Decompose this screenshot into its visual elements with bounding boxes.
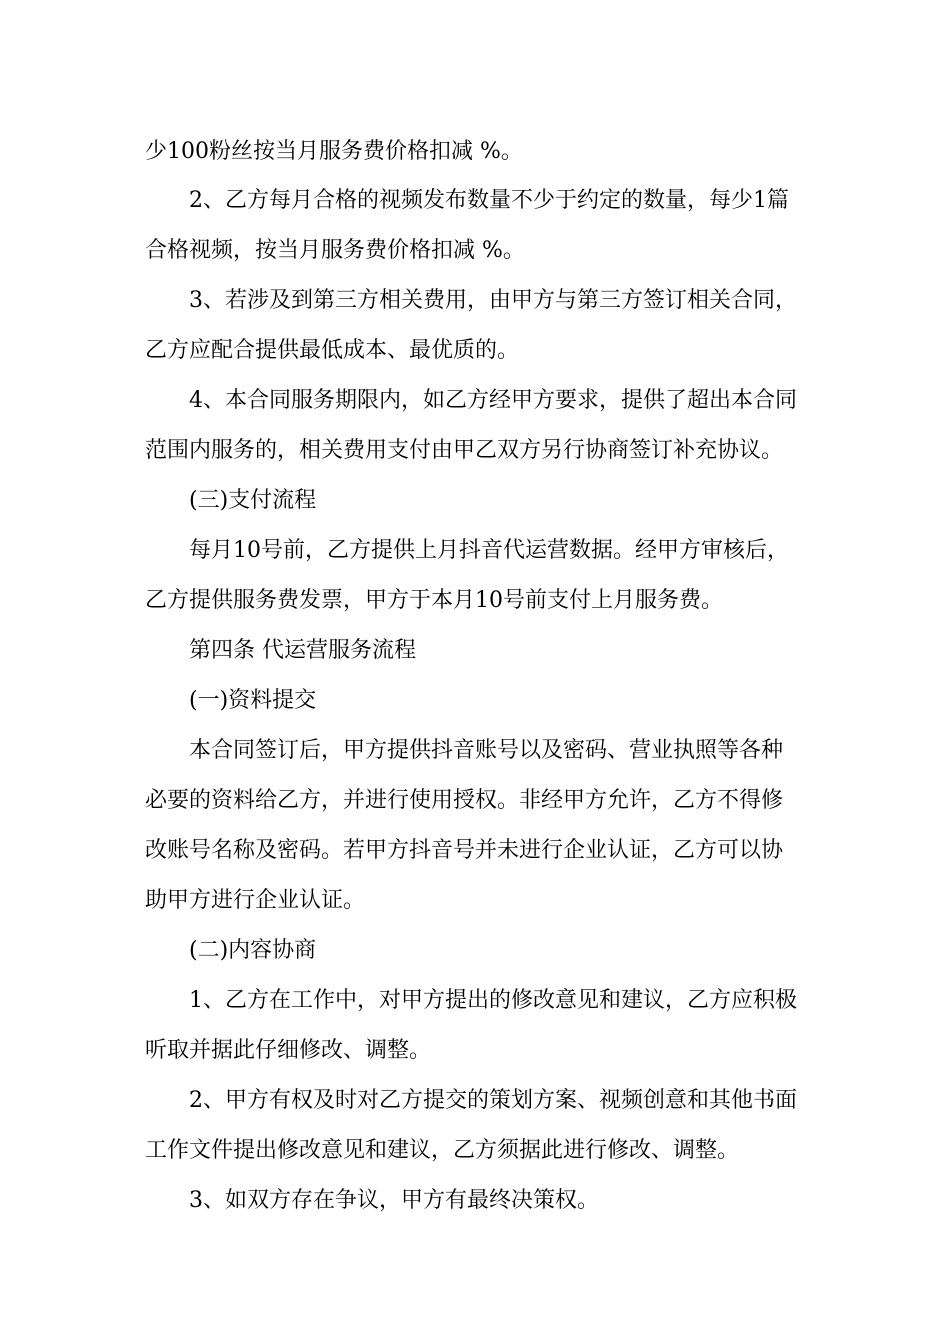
text-line-10: 乙方提供服务费发票，甲方于本月10号前支付上月服务费。 — [145, 588, 723, 613]
text-line-5: 乙方应配合提供最低成本、最优质的。 — [145, 338, 520, 363]
text-line-20: 2、甲方有权及时对乙方提交的策划方案、视频创意和其他书面 — [189, 1088, 797, 1113]
section-heading-materials: (一)资料提交 — [189, 688, 317, 713]
text-line-19: 听取并据此仔细修改、调整。 — [145, 1038, 432, 1063]
text-line-15: 改账号名称及密码。若甲方抖音号并未进行企业认证，乙方可以协 — [145, 838, 784, 863]
section-heading-payment: (三)支付流程 — [189, 488, 317, 513]
text-line-4: 3、若涉及到第三方相关费用，由甲方与第三方签订相关合同， — [189, 288, 797, 313]
section-heading-content: (二)内容协商 — [189, 938, 317, 963]
text-line-18: 1、乙方在工作中，对甲方提出的修改意见和建议，乙方应积极 — [189, 988, 797, 1013]
text-line-21: 工作文件提出修改意见和建议，乙方须据此进行修改、调整。 — [145, 1138, 740, 1163]
text-line-16: 助甲方进行企业认证。 — [145, 888, 366, 913]
text-line-2: 2、乙方每月合格的视频发布数量不少于约定的数量，每少1篇 — [189, 188, 789, 213]
text-line-1: 少100粉丝按当月服务费价格扣减 %。 — [145, 139, 523, 164]
text-line-14: 必要的资料给乙方，并进行使用授权。非经甲方允许，乙方不得修 — [145, 788, 784, 813]
text-line-3: 合格视频，按当月服务费价格扣减 %。 — [145, 238, 525, 263]
text-line-7: 范围内服务的，相关费用支付由甲乙双方另行协商签订补充协议。 — [145, 438, 784, 463]
text-line-9: 每月10号前，乙方提供上月抖音代运营数据。经甲方审核后， — [189, 538, 789, 563]
text-line-22: 3、如双方存在争议，甲方有最终决策权。 — [189, 1188, 599, 1213]
text-line-13: 本合同签订后，甲方提供抖音账号以及密码、营业执照等各种 — [189, 738, 784, 763]
text-line-6: 4、本合同服务期限内，如乙方经甲方要求，提供了超出本合同 — [189, 388, 797, 413]
article-heading-4: 第四条 代运营服务流程 — [189, 638, 416, 663]
